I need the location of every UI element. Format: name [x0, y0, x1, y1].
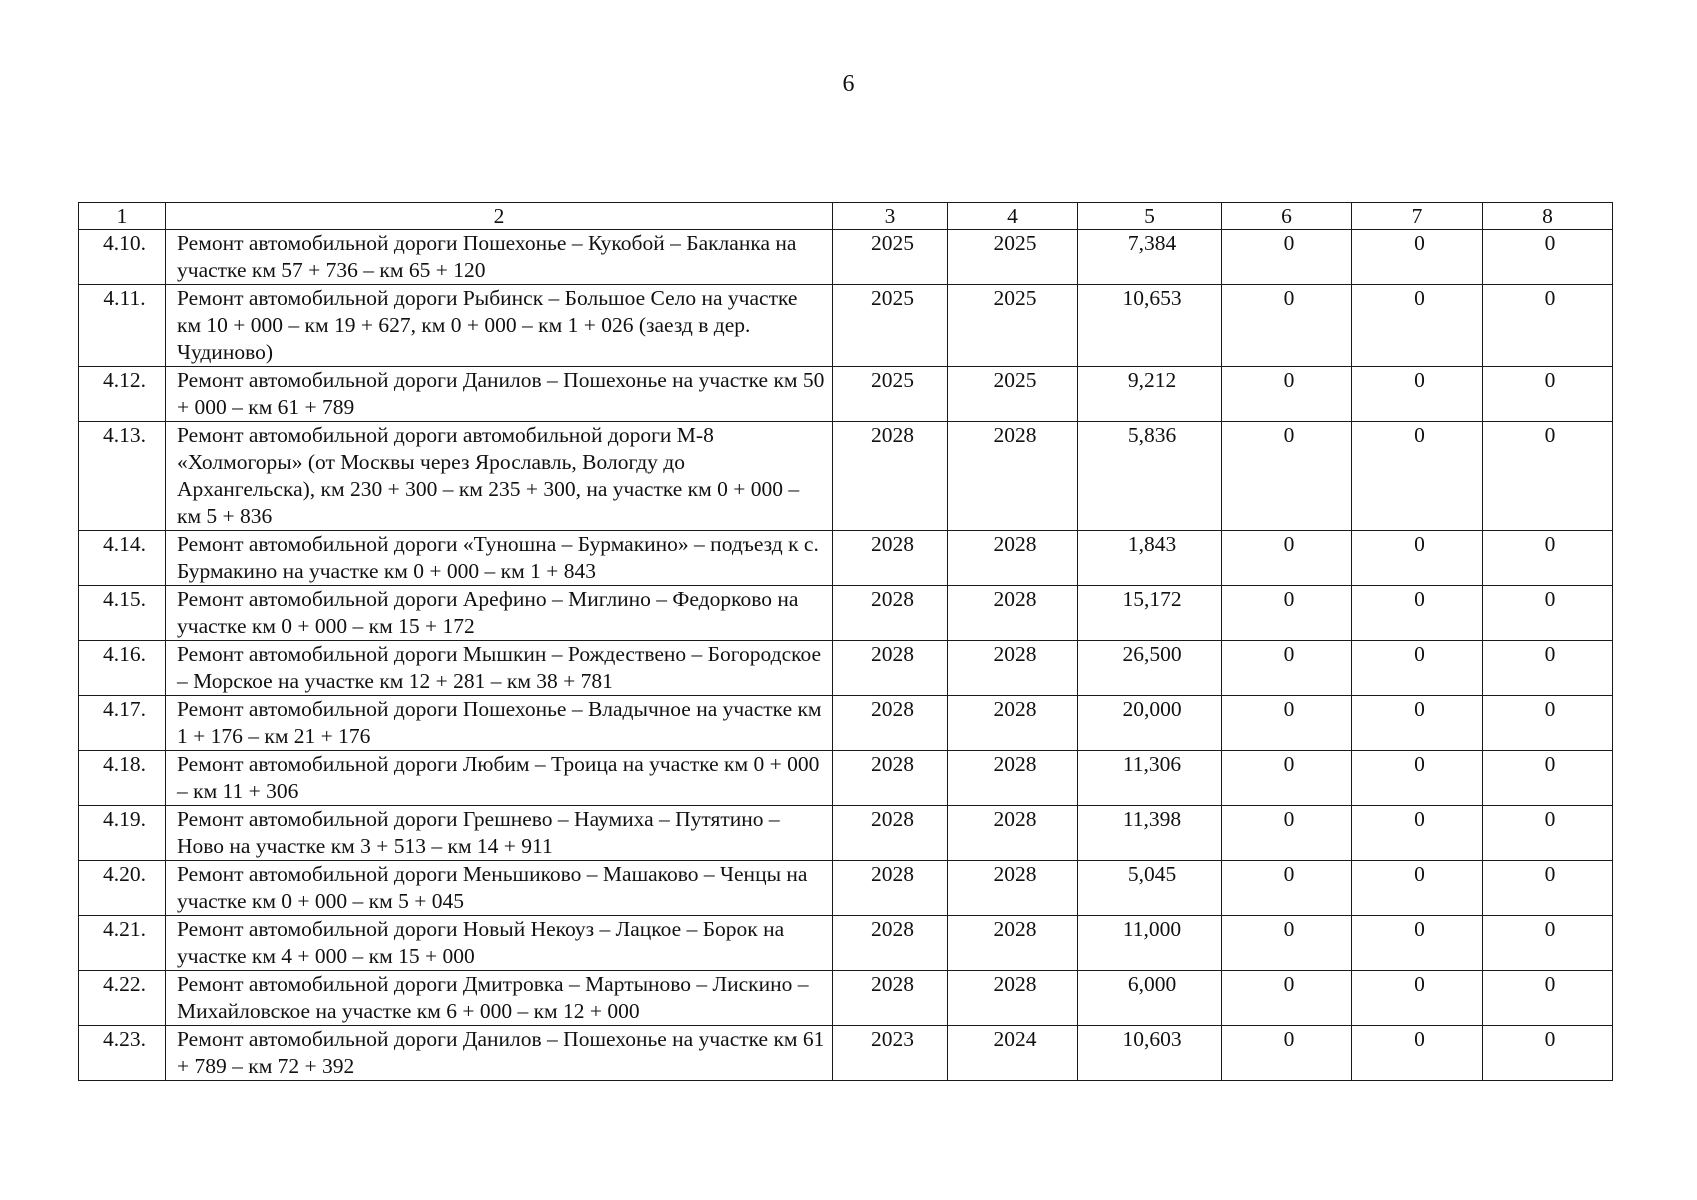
- column-8-cell: 0: [1483, 751, 1613, 806]
- column-8-cell: 0: [1483, 422, 1613, 531]
- description-cell: Ремонт автомобильной дороги Пошехонье – Владычное на участке км 1 + 176 – км 21 + 176: [166, 696, 833, 751]
- column-6-cell: 0: [1222, 230, 1352, 285]
- column-6-cell: 0: [1222, 641, 1352, 696]
- row-number-cell: 4.17.: [79, 696, 166, 751]
- column-7-cell: 0: [1352, 806, 1483, 861]
- start-year-cell: 2025: [833, 367, 948, 422]
- column-8-cell: 0: [1483, 916, 1613, 971]
- description-cell: Ремонт автомобильной дороги Данилов – Пошехонье на участке км 50 + 000 – км 61 + 789: [166, 367, 833, 422]
- row-number-cell: 4.20.: [79, 861, 166, 916]
- description-cell: Ремонт автомобильной дороги Данилов – Пошехонье на участке км 61 + 789 – км 72 + 392: [166, 1026, 833, 1081]
- start-year-cell: 2025: [833, 230, 948, 285]
- end-year-cell: 2028: [948, 861, 1078, 916]
- column-6-cell: 0: [1222, 696, 1352, 751]
- table-row: [79, 285, 1613, 367]
- column-6-cell: 0: [1222, 971, 1352, 1026]
- column-7-cell: 0: [1352, 861, 1483, 916]
- column-8-cell: 0: [1483, 806, 1613, 861]
- table-row: [79, 916, 1613, 971]
- description-cell: Ремонт автомобильной дороги Дмитровка – Мартыново – Лискино – Михайловское на участке км 6 + 000 – км 12 + 000: [166, 971, 833, 1026]
- start-year-cell: 2028: [833, 806, 948, 861]
- end-year-cell: 2025: [948, 230, 1078, 285]
- end-year-cell: 2025: [948, 367, 1078, 422]
- table-row: [79, 422, 1613, 531]
- column-7-cell: 0: [1352, 586, 1483, 641]
- end-year-cell: 2028: [948, 641, 1078, 696]
- column-8-cell: 0: [1483, 696, 1613, 751]
- column-6-cell: 0: [1222, 422, 1352, 531]
- end-year-cell: 2025: [948, 285, 1078, 367]
- start-year-cell: 2028: [833, 971, 948, 1026]
- table-row: [79, 861, 1613, 916]
- row-number-cell: 4.16.: [79, 641, 166, 696]
- header-row: [79, 203, 1613, 230]
- row-number-cell: 4.15.: [79, 586, 166, 641]
- table-row: [79, 641, 1613, 696]
- column-7-cell: 0: [1352, 696, 1483, 751]
- length-km-cell: 11,306: [1078, 751, 1222, 806]
- description-cell: Ремонт автомобильной дороги «Туношна – Бурмакино» – подъезд к с. Бурмакино на участке км 0 + 000 – км 1 + 843: [166, 531, 833, 586]
- row-number-cell: 4.10.: [79, 230, 166, 285]
- column-7-cell: 0: [1352, 971, 1483, 1026]
- length-km-cell: 11,000: [1078, 916, 1222, 971]
- column-header-2: 2: [166, 203, 833, 230]
- table-row: [79, 586, 1613, 641]
- description-cell: Ремонт автомобильной дороги Новый Некоуз – Лацкое – Борок на участке км 4 + 000 – км 15 + 000: [166, 916, 833, 971]
- column-6-cell: 0: [1222, 285, 1352, 367]
- column-8-cell: 0: [1483, 586, 1613, 641]
- row-number-cell: 4.22.: [79, 971, 166, 1026]
- table-row: [79, 696, 1613, 751]
- start-year-cell: 2028: [833, 861, 948, 916]
- length-km-cell: 1,843: [1078, 531, 1222, 586]
- table-row: [79, 367, 1613, 422]
- column-7-cell: 0: [1352, 1026, 1483, 1081]
- column-6-cell: 0: [1222, 531, 1352, 586]
- column-8-cell: 0: [1483, 861, 1613, 916]
- column-6-cell: 0: [1222, 861, 1352, 916]
- start-year-cell: 2028: [833, 531, 948, 586]
- start-year-cell: 2028: [833, 751, 948, 806]
- column-6-cell: 0: [1222, 751, 1352, 806]
- column-header-7: 7: [1352, 203, 1483, 230]
- length-km-cell: 15,172: [1078, 586, 1222, 641]
- table-row: [79, 751, 1613, 806]
- table-row: [79, 531, 1613, 586]
- end-year-cell: 2028: [948, 531, 1078, 586]
- column-7-cell: 0: [1352, 422, 1483, 531]
- column-8-cell: 0: [1483, 367, 1613, 422]
- description-cell: Ремонт автомобильной дороги Грешнево – Наумиха – Путятино – Ново на участке км 3 + 513 – км 14 + 911: [166, 806, 833, 861]
- column-7-cell: 0: [1352, 285, 1483, 367]
- page-number: 6: [842, 71, 855, 97]
- column-header-8: 8: [1483, 203, 1613, 230]
- description-cell: Ремонт автомобильной дороги Рыбинск – Большое Село на участке км 10 + 000 – км 19 + 627, км 0 + 000 – км 1 + 026 (заезд в дер. Чудиново): [166, 285, 833, 367]
- table-row: [79, 971, 1613, 1026]
- column-header-4: 4: [948, 203, 1078, 230]
- column-header-6: 6: [1222, 203, 1352, 230]
- length-km-cell: 11,398: [1078, 806, 1222, 861]
- description-cell: Ремонт автомобильной дороги Мышкин – Рождествено – Богородское – Морское на участке км 12 + 281 – км 38 + 781: [166, 641, 833, 696]
- description-cell: Ремонт автомобильной дороги Арефино – Миглино – Федорково на участке км 0 + 000 – км 15 + 172: [166, 586, 833, 641]
- length-km-cell: 7,384: [1078, 230, 1222, 285]
- column-7-cell: 0: [1352, 916, 1483, 971]
- row-number-cell: 4.11.: [79, 285, 166, 367]
- row-number-cell: 4.13.: [79, 422, 166, 531]
- column-8-cell: 0: [1483, 971, 1613, 1026]
- end-year-cell: 2024: [948, 1026, 1078, 1081]
- column-header-1: 1: [79, 203, 166, 230]
- end-year-cell: 2028: [948, 971, 1078, 1026]
- end-year-cell: 2028: [948, 751, 1078, 806]
- column-8-cell: 0: [1483, 230, 1613, 285]
- length-km-cell: 5,045: [1078, 861, 1222, 916]
- row-number-cell: 4.14.: [79, 531, 166, 586]
- column-7-cell: 0: [1352, 751, 1483, 806]
- end-year-cell: 2028: [948, 422, 1078, 531]
- length-km-cell: 10,603: [1078, 1026, 1222, 1081]
- column-7-cell: 0: [1352, 641, 1483, 696]
- column-7-cell: 0: [1352, 367, 1483, 422]
- length-km-cell: 26,500: [1078, 641, 1222, 696]
- start-year-cell: 2028: [833, 696, 948, 751]
- column-8-cell: 0: [1483, 1026, 1613, 1081]
- length-km-cell: 9,212: [1078, 367, 1222, 422]
- start-year-cell: 2028: [833, 422, 948, 531]
- description-cell: Ремонт автомобильной дороги автомобильной дороги М-8 «Холмогоры» (от Москвы через Ярославль, Вологду до Архангельска), км 230 + 300 – км 235 + 300, на участке км 0 + 000 – км 5 + 836: [166, 422, 833, 531]
- column-8-cell: 0: [1483, 531, 1613, 586]
- column-8-cell: 0: [1483, 285, 1613, 367]
- column-8-cell: 0: [1483, 641, 1613, 696]
- description-cell: Ремонт автомобильной дороги Пошехонье – Кукобой – Бакланка на участке км 57 + 736 – км 65 + 120: [166, 230, 833, 285]
- start-year-cell: 2025: [833, 285, 948, 367]
- end-year-cell: 2028: [948, 916, 1078, 971]
- row-number-cell: 4.23.: [79, 1026, 166, 1081]
- table-row: [79, 806, 1613, 861]
- column-6-cell: 0: [1222, 1026, 1352, 1081]
- start-year-cell: 2023: [833, 1026, 948, 1081]
- column-7-cell: 0: [1352, 230, 1483, 285]
- end-year-cell: 2028: [948, 806, 1078, 861]
- length-km-cell: 20,000: [1078, 696, 1222, 751]
- table-row: [79, 230, 1613, 285]
- start-year-cell: 2028: [833, 586, 948, 641]
- length-km-cell: 5,836: [1078, 422, 1222, 531]
- column-header-5: 5: [1078, 203, 1222, 230]
- row-number-cell: 4.18.: [79, 751, 166, 806]
- table-body: [79, 230, 1613, 1081]
- column-header-3: 3: [833, 203, 948, 230]
- start-year-cell: 2028: [833, 916, 948, 971]
- row-number-cell: 4.12.: [79, 367, 166, 422]
- end-year-cell: 2028: [948, 696, 1078, 751]
- length-km-cell: 6,000: [1078, 971, 1222, 1026]
- column-6-cell: 0: [1222, 586, 1352, 641]
- road-repair-table: [78, 202, 1613, 1081]
- row-number-cell: 4.21.: [79, 916, 166, 971]
- row-number-cell: 4.19.: [79, 806, 166, 861]
- column-7-cell: 0: [1352, 531, 1483, 586]
- column-6-cell: 0: [1222, 916, 1352, 971]
- description-cell: Ремонт автомобильной дороги Меньшиково – Машаково – Ченцы на участке км 0 + 000 – км 5 + 045: [166, 861, 833, 916]
- column-6-cell: 0: [1222, 806, 1352, 861]
- table-row: [79, 1026, 1613, 1081]
- description-cell: Ремонт автомобильной дороги Любим – Троица на участке км 0 + 000 – км 11 + 306: [166, 751, 833, 806]
- start-year-cell: 2028: [833, 641, 948, 696]
- column-6-cell: 0: [1222, 367, 1352, 422]
- end-year-cell: 2028: [948, 586, 1078, 641]
- length-km-cell: 10,653: [1078, 285, 1222, 367]
